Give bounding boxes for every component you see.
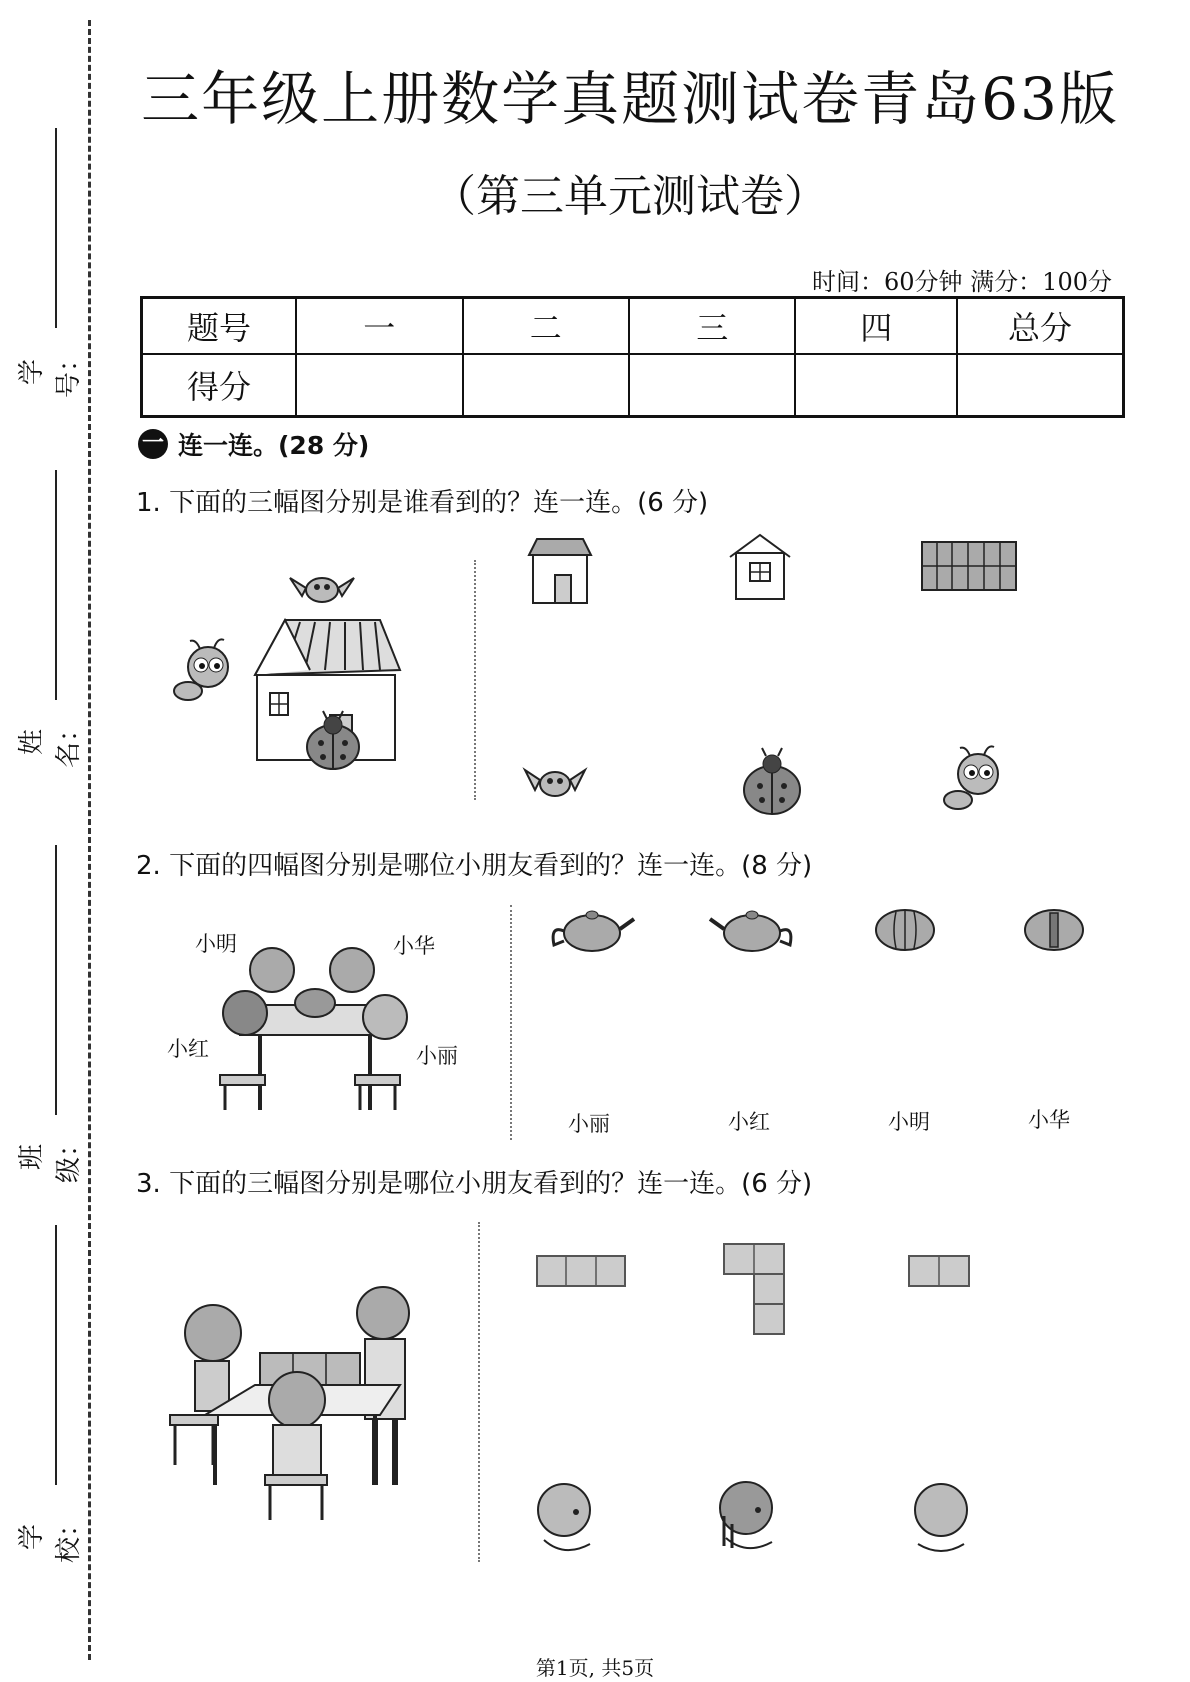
q2-scene-name: 小明 (195, 932, 237, 956)
q2-bottom-name: 小丽 (568, 1112, 610, 1136)
question-2-text: 2. 下面的四幅图分别是哪位小朋友看到的？连一连。(8 分) (136, 851, 813, 881)
page-subtitle: （第三单元测试卷） (432, 171, 828, 222)
section-number-badge: 一 (138, 429, 168, 459)
school-line (55, 1225, 57, 1485)
q2-children-table-scene (215, 945, 415, 1120)
score-header-cell: 总分 (957, 298, 1124, 354)
score-input-cell[interactable] (957, 354, 1124, 417)
page-footer: 第1页, 共5页 (535, 1656, 655, 1680)
binding-dashed-line (88, 20, 91, 1660)
girl-face-profile-icon (712, 1476, 778, 1558)
teapot-view-3 (874, 905, 936, 953)
question-1-text: 1. 下面的三幅图分别是谁看到的？连一连。(6 分) (136, 488, 709, 518)
q1-caterpillar-icon (940, 748, 1006, 814)
score-input-cell[interactable] (296, 354, 462, 417)
child-face-profile-icon (530, 1478, 596, 1558)
q1-divider (474, 560, 476, 800)
score-header-cell: 题号 (142, 298, 297, 354)
q3-divider (478, 1222, 480, 1562)
q1-view-house-front (527, 537, 593, 607)
q3-children-blocks-scene (165, 1285, 445, 1525)
section-1-heading (138, 426, 369, 462)
q1-bird-icon (525, 758, 585, 808)
q2-bottom-name: 小华 (1028, 1108, 1070, 1132)
score-header-cell: 一 (296, 298, 462, 354)
score-header-cell: 三 (629, 298, 795, 354)
school-label: 学校： (17, 1511, 84, 1564)
section-title: 连一连。(28 分) (178, 431, 370, 460)
caterpillar-icon (174, 639, 228, 700)
q1-view-house-side (728, 533, 792, 603)
student-id-label: 学号： (17, 346, 84, 399)
student-id-line (55, 128, 57, 328)
q2-divider (510, 905, 512, 1140)
q2-scene-name: 小华 (393, 934, 435, 958)
teapot-view-2 (708, 905, 796, 955)
score-table (140, 296, 1125, 418)
score-header-cell: 四 (795, 298, 957, 354)
score-input-cell[interactable] (629, 354, 795, 417)
score-row-label: 得分 (142, 354, 297, 417)
q1-scene-illustration (170, 555, 420, 795)
blocks-view-l-shape (723, 1243, 787, 1337)
q2-bottom-name: 小明 (888, 1110, 930, 1134)
bird-icon (290, 578, 354, 602)
q1-ladybug-icon (740, 750, 804, 818)
q2-scene-name: 小丽 (416, 1044, 458, 1068)
score-header-cell: 二 (463, 298, 629, 354)
blocks-view-two (908, 1255, 972, 1289)
teapot-view-1 (548, 905, 636, 955)
class-line (55, 845, 57, 1115)
score-input-cell[interactable] (463, 354, 629, 417)
q2-bottom-name: 小红 (728, 1110, 770, 1134)
exam-meta: 时间：60分钟 满分：100分 (812, 268, 1112, 296)
question-3-text: 3. 下面的三幅图分别是哪位小朋友看到的？连一连。(6 分) (136, 1169, 813, 1199)
q2-scene-name: 小红 (167, 1037, 209, 1061)
page-title: 三年级上册数学真题测试卷青岛63版 (141, 65, 1119, 133)
score-input-cell[interactable] (795, 354, 957, 417)
blocks-view-three (536, 1255, 628, 1289)
name-line (55, 470, 57, 700)
teapot-view-4 (1023, 905, 1085, 953)
q1-view-roof-top (920, 540, 1018, 592)
child-back-of-head-icon (908, 1478, 974, 1558)
class-label: 班级： (17, 1131, 84, 1184)
name-label: 姓名： (17, 716, 84, 769)
